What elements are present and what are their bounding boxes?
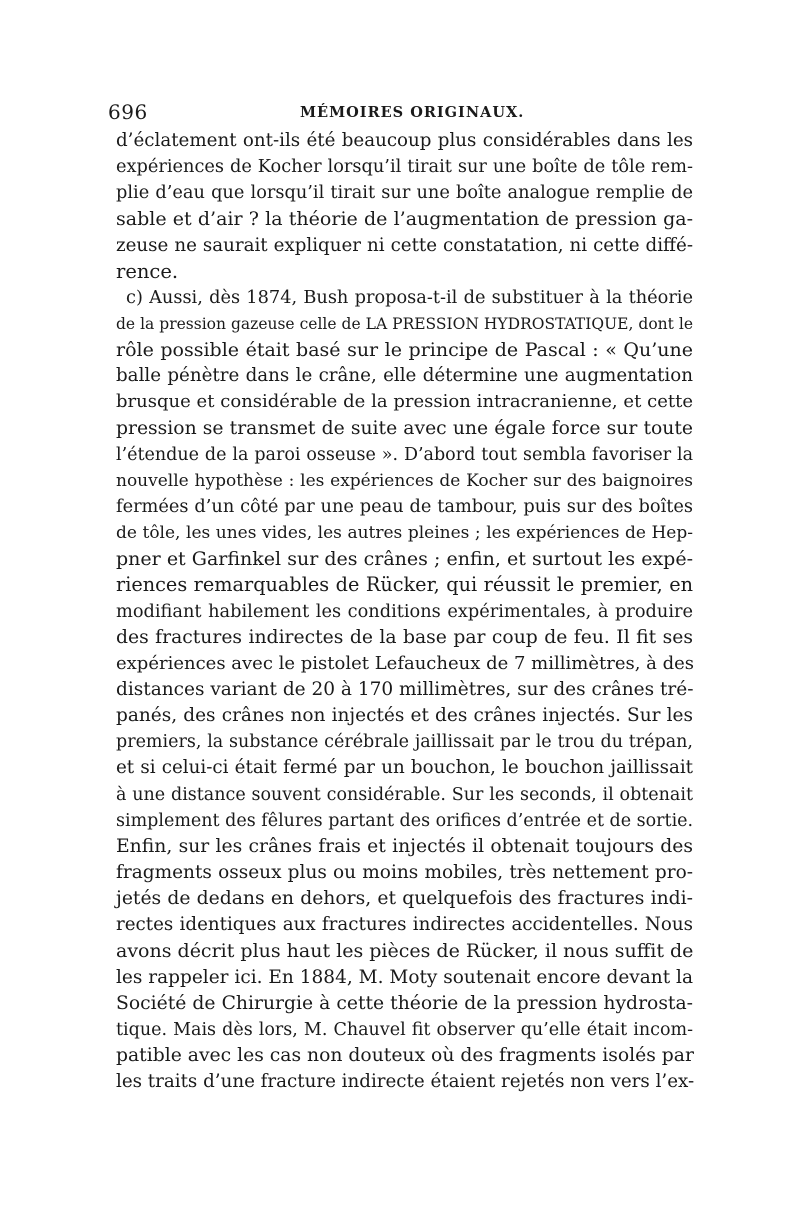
text-line: de tôle, les unes vides, les autres pleines ; les expériences de Hep- [116,523,693,544]
text-line: jetés de dedans en dehors, et quelquefois des fractures indi- [116,888,693,910]
body-text [116,128,693,1095]
text-line: fragments osseux plus ou moins mobiles, très nettement pro- [116,861,693,883]
text-line: Enfin, sur les crânes frais et injectés il obtenait toujours des [116,835,693,857]
text-line: nouvelle hypothèse : les expériences de Kocher sur des baignoires [116,470,693,491]
text-line: d’éclatement ont-ils été beaucoup plus considérables dans les [116,130,693,151]
text-line: distances variant de 20 à 170 millimètres, sur des crânes tré- [116,678,694,700]
text-line: expériences de Kocher lorsqu’il tirait sur une boîte de tôle rem- [116,157,693,178]
text-line: riences remarquables de Rücker, qui réussit le premier, en [116,573,693,597]
text-line: patible avec les cas non douteux où des fragments isolés par [116,1044,694,1066]
text-line: l’étendue de la paroi osseuse ». D’abord tout sembla favoriser la [116,444,693,465]
text-line: tique. Mais dès lors, M. Chauvel fit observer qu’elle était incom- [116,1019,693,1040]
text-line: sable et d’air ? la théorie de l’augmentation de pression ga- [116,208,693,231]
text-line: et si celui-ci était fermé par un bouchon, le bouchon jaillissait [116,757,693,779]
text-line: brusque et considérable de la pression intracranienne, et cette [116,391,693,413]
text-line: zeuse ne saurait expliquer ni cette constatation, ni cette diffé- [116,234,693,256]
page-number: 696 [108,100,148,124]
text-line: c) Aussi, dès 1874, Bush proposa-t-il de substituer à la théorie [126,287,693,308]
text-line: les traits d’une fracture indirecte étaient rejetés non vers l’ex- [116,1071,695,1093]
text-line: rôle possible était basé sur le principe de Pascal : « Qu’une [116,339,693,362]
text-line: à une distance souvent considérable. Sur les seconds, il obtenait [116,784,693,805]
text-line: plie d’eau que lorsqu’il tirait sur une boîte analogue remplie de [116,183,693,204]
text-line: expériences avec le pistolet Lefaucheux de 7 millimètres, à des [116,652,695,674]
text-line: balle pénètre dans le crâne, elle détermine une augmentation [116,365,693,387]
text-line: des fractures indirectes de la base par coup de feu. Il fit ses [116,626,693,648]
text-line: de la pression gazeuse celle de LA PRESSION HYDROSTATIQUE, dont le [116,314,693,333]
running-head: MÉMOIRES ORIGINAUX. [300,104,525,121]
text-line: rectes identiques aux fractures indirectes accidentelles. Nous [116,914,693,936]
text-line: rence. [116,259,179,283]
page-header [108,100,698,126]
text-line: Société de Chirurgie à cette théorie de la pression hydrosta- [116,992,693,1014]
text-line: simplement des fêlures partant des orifices d’entrée et de sortie. [116,810,694,831]
text-line: fermées d’un côté par une peau de tambour, puis sur des boîtes [116,496,693,517]
text-line: panés, des crânes non injectés et des crânes injectés. Sur les [116,705,693,727]
text-line: avons décrit plus haut les pièces de Rücker, il nous suffit de [116,940,694,963]
text-line: pner et Garfinkel sur des crânes ; enfin, et surtout les expé- [116,548,693,571]
text-line: premiers, la substance cérébrale jaillissait par le trou du trépan, [116,732,693,753]
text-line: modifiant habilement les conditions expérimentales, à produire [116,601,693,622]
text-line: pression se transmet de suite avec une égale force sur toute [116,417,693,439]
text-line: les rappeler ici. En 1884, M. Moty soutenait encore devant la [116,966,693,988]
